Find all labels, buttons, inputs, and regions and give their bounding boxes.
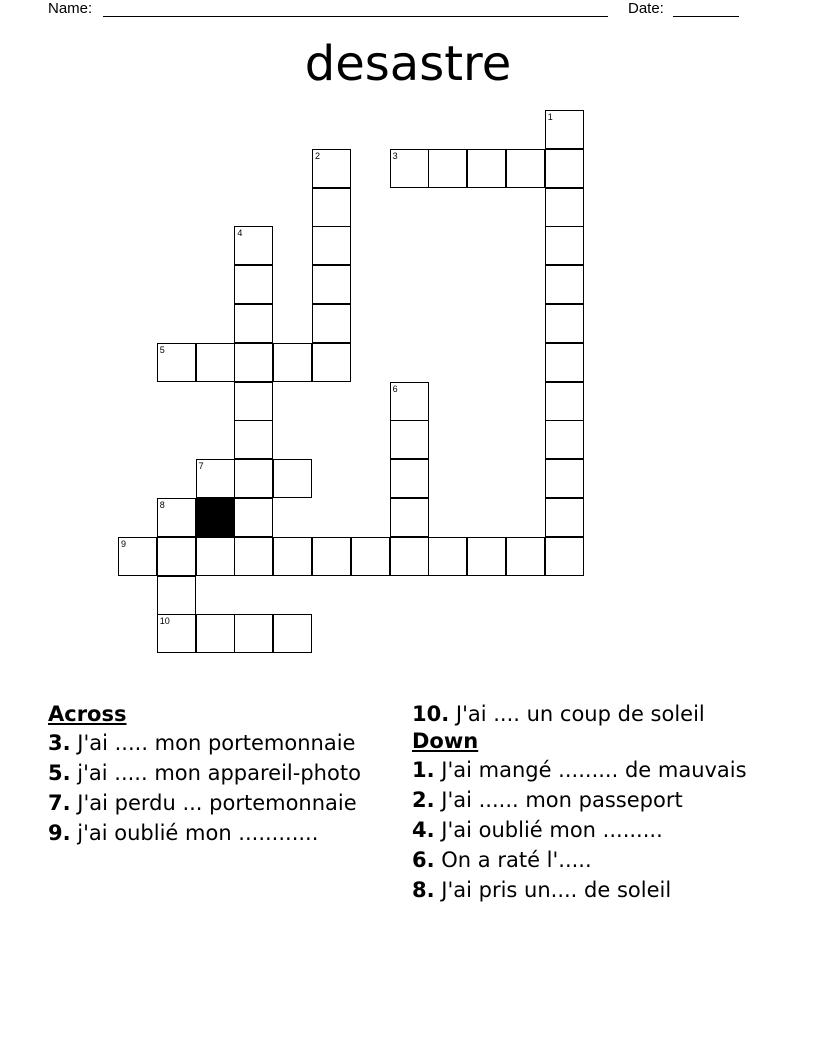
grid-cell[interactable] [273,459,312,498]
grid-cell[interactable] [234,420,273,459]
grid-cell[interactable] [312,304,351,343]
grid-cell[interactable] [545,226,584,265]
grid-cell[interactable] [234,459,273,498]
grid-cell[interactable] [157,537,196,576]
grid-cell[interactable] [273,537,312,576]
down-heading: Down [412,729,479,753]
clue-across-5: 5. j'ai ..... mon appareil-photo [48,761,361,785]
grid-cell[interactable] [312,265,351,304]
clue-number: 3 [392,150,398,161]
grid-cell[interactable] [234,304,273,343]
grid-cell[interactable] [157,614,196,653]
grid-cell[interactable] [196,614,235,653]
clue-across-10: 10. J'ai .... un coup de soleil [412,702,705,726]
grid-cell[interactable] [312,149,351,188]
name-label: Name: [48,0,93,17]
grid-cell[interactable] [118,537,157,576]
grid-cell[interactable] [506,537,545,576]
grid-cell[interactable] [467,537,506,576]
grid-cell[interactable] [545,265,584,304]
clue-down-4: 4. J'ai oublié mon ......... [412,818,663,842]
date-label: Date: [628,0,664,17]
grid-cell[interactable] [467,149,506,188]
clue-number: 2 [315,150,321,161]
grid-cell[interactable] [157,576,196,615]
grid-cell[interactable] [196,343,235,382]
grid-cell[interactable] [545,343,584,382]
grid-cell[interactable] [234,265,273,304]
grid-cell[interactable] [390,149,429,188]
clue-across-3: 3. J'ai ..... mon portemonnaie [48,731,356,755]
across-heading: Across [48,702,127,726]
clue-down-6: 6. On a raté l'..... [412,848,592,872]
grid-cell[interactable] [234,382,273,421]
grid-cell[interactable] [390,537,429,576]
grid-cell[interactable] [351,537,390,576]
clue-down-8: 8. J'ai pris un.... de soleil [412,878,672,902]
grid-cell[interactable] [196,537,235,576]
grid-cell[interactable] [390,459,429,498]
clue-across-9: 9. j'ai oublié mon ............ [48,821,319,845]
clue-number: 6 [392,383,398,394]
clue-number: 1 [547,112,553,122]
grid-cell[interactable] [506,149,545,188]
grid-cell[interactable] [545,498,584,537]
grid-cell[interactable] [545,110,584,149]
grid-cell[interactable] [234,614,273,653]
grid-cell[interactable] [545,382,584,421]
grid-cell[interactable] [157,343,196,382]
clue-number: 8 [159,500,165,510]
grid-cell[interactable] [273,614,312,653]
grid-cell[interactable] [545,420,584,459]
clue-number: 4 [237,228,243,239]
grid-cell[interactable] [390,382,429,421]
grid-cell[interactable] [234,343,273,382]
grid-cell[interactable] [545,149,584,188]
grid-cell[interactable] [234,498,273,537]
grid-cell[interactable] [196,459,235,498]
block-cell [196,498,235,537]
clue-number: 7 [198,461,204,472]
clue-number: 10 [159,616,170,627]
grid-cell[interactable] [390,420,429,459]
grid-cell[interactable] [312,188,351,227]
grid-cell[interactable] [428,537,467,576]
grid-cell[interactable] [428,149,467,188]
clue-across-7: 7. J'ai perdu ... portemonnaie [48,791,357,815]
grid-cell[interactable] [545,304,584,343]
grid-cell[interactable] [545,188,584,227]
grid-cell[interactable] [545,537,584,576]
grid-cell[interactable] [545,459,584,498]
grid-cell[interactable] [312,226,351,265]
clue-down-1: 1. J'ai mangé ......... de mauvais [412,758,747,782]
grid-cell[interactable] [390,498,429,537]
page-title: desastre [304,36,512,92]
grid-cell[interactable] [234,537,273,576]
grid-cell[interactable] [157,498,196,537]
grid-cell[interactable] [312,537,351,576]
grid-cell[interactable] [273,343,312,382]
clue-down-2: 2. J'ai ...... mon passeport [412,788,683,812]
clues-column-left [48,702,393,851]
clue-number: 5 [159,344,165,355]
grid-cell[interactable] [312,343,351,382]
grid-cell[interactable] [234,226,273,265]
clues-column-right [412,702,812,908]
clue-number: 9 [121,538,127,549]
